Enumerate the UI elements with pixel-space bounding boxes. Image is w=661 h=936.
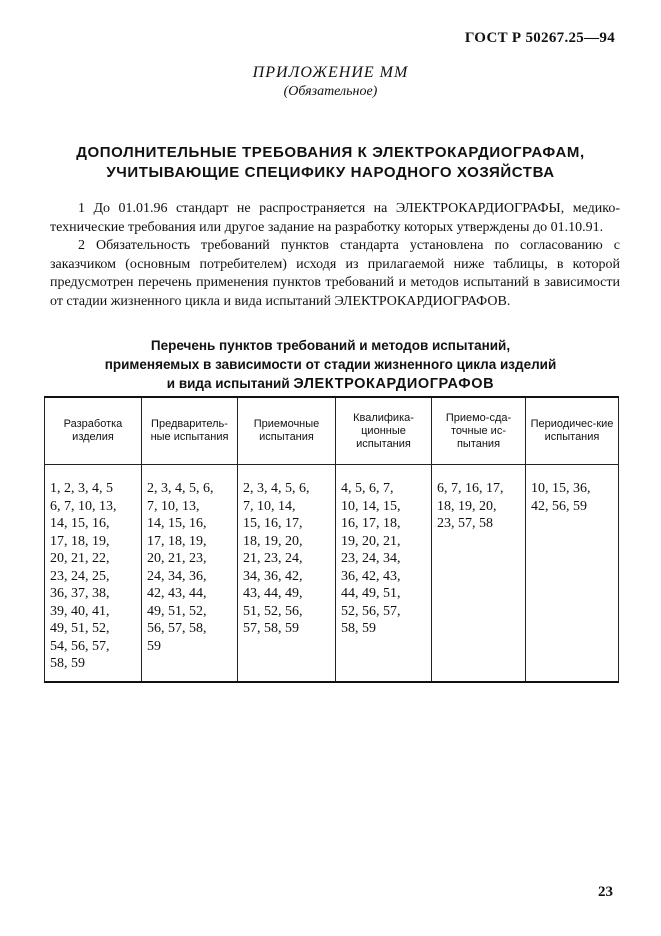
cell-line: 36, 37, 38, (50, 586, 110, 601)
cell-line: 43, 44, 49, (243, 586, 303, 601)
cell-line: 1, 2, 3, 4, 5 (50, 481, 113, 496)
cell-line: 6, 7, 16, 17, (437, 481, 504, 496)
cell-preliminary-tests (142, 465, 238, 682)
cell-line: 18, 19, 20, (437, 498, 497, 514)
cell-line: 59 (147, 638, 161, 654)
cell-line: 20, 21, 22, (50, 551, 110, 566)
cell-line: 15, 16, 17, (243, 516, 303, 531)
appendix-title: ПРИЛОЖЕНИЕ ММ (252, 64, 409, 81)
cell-line: 54, 56, 57, (50, 638, 110, 654)
cell-line: 16, 17, 18, (341, 516, 401, 531)
cell-line: 34, 36, 42, (243, 568, 303, 584)
cell-line: 24, 34, 36, (147, 568, 207, 584)
cell-line: 19, 20, 21, (341, 533, 401, 549)
table-caption-line-2: применяемых в зависимости от стадии жизненного цикла изделий (104, 357, 557, 372)
page-number: 23 (598, 884, 613, 900)
cell-line: 42, 43, 44, (147, 586, 207, 601)
cell-line: 49, 51, 52, (50, 621, 110, 636)
cell-line: 23, 24, 25, (50, 568, 110, 584)
cell-line: 6, 7, 10, 13, (50, 498, 117, 514)
cell-line: 17, 18, 19, (147, 533, 207, 549)
cell-line: 20, 21, 23, (147, 551, 207, 566)
cell-line: 39, 40, 41, (50, 603, 110, 619)
cell-delivery-tests (432, 465, 526, 682)
table-caption-line-3 (0, 374, 661, 394)
table-caption-prefix: и вида испытаний (166, 376, 290, 391)
cell-qualification-tests (336, 465, 432, 682)
cell-line: 57, 58, 59 (243, 621, 299, 636)
main-title-line-1: ДОПОЛНИТЕЛЬНЫЕ ТРЕБОВАНИЯ К ЭЛЕКТРОКАРДИОГРАФАМ, (76, 144, 585, 161)
cell-line: 7, 10, 13, (147, 498, 200, 514)
cell-line: 36, 42, 43, (341, 568, 401, 584)
header-acceptance-tests: Приемочные испытания (238, 397, 336, 465)
cell-line: 44, 49, 51, (341, 586, 401, 601)
cell-line: 10, 14, 15, (341, 498, 401, 514)
cell-line: 23, 57, 58 (437, 516, 493, 531)
table-row (45, 465, 619, 682)
body-text (50, 200, 620, 311)
cell-line: 52, 56, 57, (341, 603, 401, 619)
cell-line: 56, 57, 58, (147, 621, 207, 636)
header-preliminary-tests: Предваритель-ные испытания (142, 397, 238, 465)
cell-line: 7, 10, 14, (243, 498, 296, 514)
requirements-table (44, 396, 619, 683)
cell-line: 17, 18, 19, (50, 533, 110, 549)
header-delivery-tests: Приемо-сда-точные ис-пытания (432, 397, 526, 465)
header-development: Разработка изделия (45, 397, 142, 465)
cell-development (45, 465, 142, 682)
cell-line: 14, 15, 16, (50, 516, 110, 531)
cell-line: 58, 59 (341, 621, 376, 636)
cell-periodic-tests (526, 465, 619, 682)
table-header-row (45, 397, 619, 465)
appendix-heading (0, 64, 661, 100)
paragraph-1: 1 До 01.01.96 стандарт не распространяется на ЭЛЕКТРОКАРДИОГРАФЫ, медико-технические требования или другое задание на разработку которых утверждены до 01.10.91. (50, 201, 620, 235)
cell-line: 2, 3, 4, 5, 6, (147, 481, 214, 496)
table-caption (0, 336, 661, 394)
cell-line: 10, 15, 36, (531, 481, 591, 496)
paragraph-2: 2 Обязательность требований пунктов стандарта установлена по согласованию с заказчиком (основным потребителем) исходя из прилагаемой ниже таблицы, в которой предусмотрен перечень применения пунктов требований и методов испытаний в зависимости от стадии жизненного цикла и вида испытаний ЭЛЕКТРОКАРДИОГРАФОВ. (50, 238, 620, 309)
header-qualification-tests: Квалифика-ционные испытания (336, 397, 432, 465)
main-title (0, 143, 661, 183)
cell-acceptance-tests (238, 465, 336, 682)
cell-line: 58, 59 (50, 656, 85, 671)
cell-line: 21, 23, 24, (243, 551, 303, 566)
cell-line: 51, 52, 56, (243, 603, 303, 619)
cell-line: 4, 5, 6, 7, (341, 481, 394, 496)
cell-line: 49, 51, 52, (147, 603, 207, 619)
main-title-line-2: УЧИТЫВАЮЩИЕ СПЕЦИФИКУ НАРОДНОГО ХОЗЯЙСТВА (106, 164, 555, 181)
table-caption-line-1: Перечень пунктов требований и методов испытаний, (150, 338, 511, 353)
cell-line: 23, 24, 34, (341, 551, 401, 566)
cell-line: 42, 56, 59 (531, 498, 587, 514)
cell-line: 14, 15, 16, (147, 516, 207, 531)
appendix-subtitle: (Обязательное) (283, 84, 378, 99)
document-code: ГОСТ Р 50267.25—94 (464, 30, 615, 46)
header-periodic-tests: Периодичес-кие испытания (526, 397, 619, 465)
cell-line: 2, 3, 4, 5, 6, (243, 481, 310, 496)
cell-line: 18, 19, 20, (243, 533, 303, 549)
table-caption-product: ЭЛЕКТРОКАРДИОГРАФОВ (293, 376, 495, 392)
